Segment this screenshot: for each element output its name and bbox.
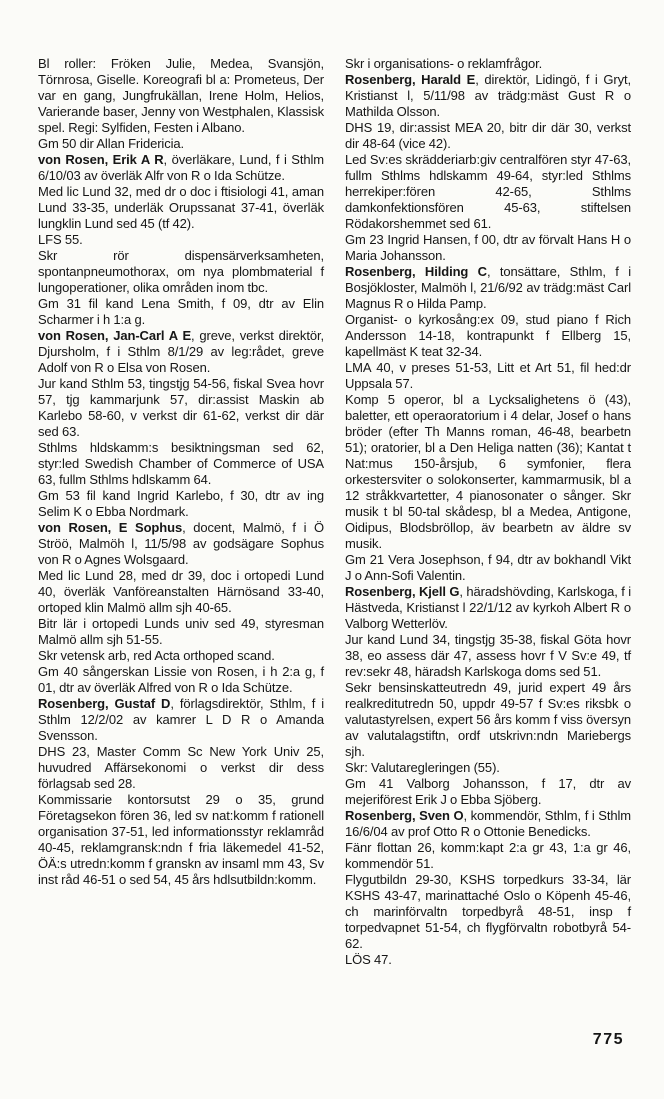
entry-paragraph (38, 328, 324, 376)
entry-paragraph: Med lic Lund 28, med dr 39, doc i ortopedi Lund 40, överläk Vanföreanstalten Härnösand 33-40, ortoped klin Malmö allm sjh 40-65. (38, 568, 324, 615)
entry-body: , tonsättare, Sthlm, f i Bosjökloster, Malmöh l, 21/6/92 av trädg:mäst Carl Magnus R o Hilda Pamp. (345, 264, 631, 311)
entry-paragraph: Jur kand Sthlm 53, tingstjg 54-56, fiskal Svea hovr 57, tjg kammarjunk 57, dir:assist Maskin ab Karlebo 58-60, v verkst dir 61-62, verkst dir där sed 63. (38, 376, 324, 439)
entry-paragraph: Sekr bensinskatteutredn 49, jurid expert 49 års realkreditutredn 50, uppdr 49-57 f Sv:es riksbk o valutastyrelsen, expert 56 års komm f viss översyn av valutalagstiftn, ordf utskrivn:ndn Mariebergs sjh. (345, 680, 631, 759)
entry-paragraph (345, 72, 631, 120)
entry-name: von Rosen, E Sophus (38, 520, 183, 535)
entry-paragraph: Bitr lär i ortopedi Lunds univ sed 49, styresman Malmö allm sjh 51-55. (38, 616, 324, 647)
entry-paragraph (38, 520, 324, 568)
entry-body: , överläkare, Lund, f i Sthlm 6/10/03 av överläk Alfr von R o Ida Schütze. (38, 152, 325, 183)
entry-paragraph: LFS 55. (38, 232, 83, 247)
entry-body: , kommendör, Sthlm, f i Sthlm 16/6/04 av prof Otto R o Ottonie Benedicks. (345, 808, 631, 839)
entry-paragraph: Gm 41 Valborg Johansson, f 17, dtr av mejeriförest Erik J o Ebba Sjöberg. (345, 776, 631, 807)
entry-paragraph: Sthlms hldskamm:s besiktningsman sed 62, styr:led Swedish Chamber of Commerce of USA 63, fullm Sthlms hdlskamm 64. (38, 440, 324, 487)
entry-paragraph: Gm 23 Ingrid Hansen, f 00, dtr av förvalt Hans H o Maria Johansson. (345, 232, 631, 263)
entry-paragraph: Bl roller: Fröken Julie, Medea, Svansjön, Törnrosa, Giselle. Koreografi bl a: Prometeus, Der var en gang, Jungfrukällan, Irene Holm, Helios, Varierande baser, Jenny von Westphalen, Klassisk spel. Regi: Sylfiden, Festen i Albano. (38, 56, 324, 135)
text-columns (38, 56, 630, 968)
entry-paragraph: LMA 40, v preses 51-53, Litt et Art 51, fil hed:dr Uppsala 57. (345, 360, 631, 391)
entry-paragraph: Jur kand Lund 34, tingstjg 35-38, fiskal Göta hovr 38, eo assess där 47, assess hovr f V Sv:e 49, tf rev:sekr 48, häradsh Karlskoga doms sed 51. (345, 632, 631, 679)
left-column (38, 56, 324, 968)
entry-paragraph (345, 584, 631, 632)
entry-body: , förlagsdirektör, Sthlm, f i Sthlm 12/2/02 av kamrer L D R o Amanda Svensson. (38, 696, 324, 743)
entry-paragraph (345, 264, 631, 312)
entry-paragraph: DHS 23, Master Comm Sc New York Univ 25, huvudred Affärsekonomi o verkst dir dess förlagsab sed 28. (38, 744, 324, 791)
entry-paragraph: Skr: Valutaregleringen (55). (345, 760, 500, 775)
right-column (345, 56, 631, 968)
entry-name: Rosenberg, Sven O (345, 808, 464, 823)
entry-paragraph (38, 152, 324, 184)
entry-paragraph: Flygutbildn 29-30, KSHS torpedkurs 33-34, lär KSHS 43-47, marinattaché Oslo o Köpenh 45-46, ch marinförvaltn torpedbyrå 48-51, insp f torpedvapnet 51-54, ch flygförvaltn robotbyrå 54-62. (345, 872, 631, 951)
entry-paragraph: Kommissarie kontorsutst 29 o 35, grund Företagsekon fören 36, led sv nat:komm f rationell organisation 37-51, led informationsstyr reklamråd 40-45, reklamgransk:ndn f fria läkemedel 41-52, ÖÄ:s utredn:komm f granskn av insaml mm 43, Sv inst råd 46-51 o sed 54, 45 års hdlsutbildn:komm. (38, 792, 324, 887)
entry-name: Rosenberg, Hilding C (345, 264, 487, 279)
entry-paragraph: Fänr flottan 26, komm:kapt 2:a gr 43, 1:a gr 46, kommendör 51. (345, 840, 631, 871)
entry-body: , häradshövding, Karlskoga, f i Hästveda, Kristianst l 22/1/12 av kyrkoh Albert R o Valborg Wetterlöv. (345, 584, 631, 631)
entry-paragraph: LÖS 47. (345, 952, 392, 967)
entry-paragraph: Led Sv:es skrädderiarb:giv centralfören styr 47-63, fullm Sthlms hdlskamm 49-64, styr:led Sthlms herrekiper:fören 42-65, Sthlms damkonfektionsfören 45-63, stiftelsen Rödakorshemmet sed 61. (345, 152, 631, 231)
entry-body: , docent, Malmö, f i Ö Ströö, Malmöh l, 11/5/98 av godsägare Sophus von R o Agnes Wolsgaard. (38, 520, 324, 567)
entry-body: , direktör, Lidingö, f i Gryt, Kristianst l, 5/11/98 av trädg:mäst Gust R o Mathilda Olsson. (345, 72, 631, 119)
entry-name: Rosenberg, Harald E (345, 72, 476, 87)
entry-paragraph: Skr i organisations- o reklamfrågor. (345, 56, 543, 71)
entry-name: von Rosen, Erik A R (38, 152, 164, 167)
entry-paragraph (345, 808, 631, 840)
entry-paragraph: Gm 53 fil kand Ingrid Karlebo, f 30, dtr av ing Selim K o Ebba Nordmark. (38, 488, 324, 519)
entry-paragraph: Skr vetensk arb, red Acta orthoped scand. (38, 648, 275, 663)
entry-paragraph (38, 696, 324, 744)
entry-paragraph: Med lic Lund 32, med dr o doc i ftisiologi 41, aman Lund 33-35, underläk Orupssanat 37-41, överläk lungklin Lund sed 45 (tf 42). (38, 184, 324, 231)
entry-paragraph: DHS 19, dir:assist MEA 20, bitr dir där 30, verkst dir 48-64 (vice 42). (345, 120, 631, 151)
page-number: 775 (592, 1031, 624, 1048)
entry-name: Rosenberg, Gustaf D (38, 696, 171, 711)
entry-paragraph: Gm 21 Vera Josephson, f 94, dtr av bokhandl Vikt J o Ann-Sofi Valentin. (345, 552, 631, 583)
entry-paragraph: Organist- o kyrkosång:ex 09, stud piano f Rich Andersson 14-18, kontrapunkt f Ellberg 15, kapellmäst K teat 32-34. (345, 312, 631, 359)
entry-paragraph: Gm 31 fil kand Lena Smith, f 09, dtr av Elin Scharmer i h 1:a g. (38, 296, 324, 327)
entry-body: , greve, verkst direktör, Djursholm, f i Sthlm 8/1/29 av leg:rådet, greve Adolf von R o Elsa von Rosen. (38, 328, 324, 375)
entry-name: Rosenberg, Kjell G (345, 584, 460, 599)
entry-paragraph: Gm 50 dir Allan Fridericia. (38, 136, 185, 151)
entry-paragraph: Komp 5 operor, bl a Lycksalighetens ö (43), baletter, ett operaoratorium i 4 delar, Josef o hans bröder (efter Th Manns roman, 46-48, bearbetn 51); oratorier, bl a Den Heliga natten (36); Kantat t Nat:mus 150-årsjub, 6 symfonier, flera orkestersviter o solokonserter, kammarmusik, bl a 12 stråkkvartetter, 4 pianosonater o sånger. Skr musik t bl 50-tal skådesp, bl a Medea, Antigone, Oidipus, Blodsbröllop, äv bearbetn av äldre sv musik. (345, 392, 631, 551)
entry-paragraph: Gm 40 sångerskan Lissie von Rosen, i h 2:a g, f 01, dtr av överläk Alfred von R o Ida Schütze. (38, 664, 324, 695)
entry-name: von Rosen, Jan-Carl A E (38, 328, 192, 343)
entry-paragraph: Skr rör dispensärverksamheten, spontanpneumothorax, om nya plombmaterial f lungoperationer, olika områden inom tbc. (38, 248, 324, 295)
